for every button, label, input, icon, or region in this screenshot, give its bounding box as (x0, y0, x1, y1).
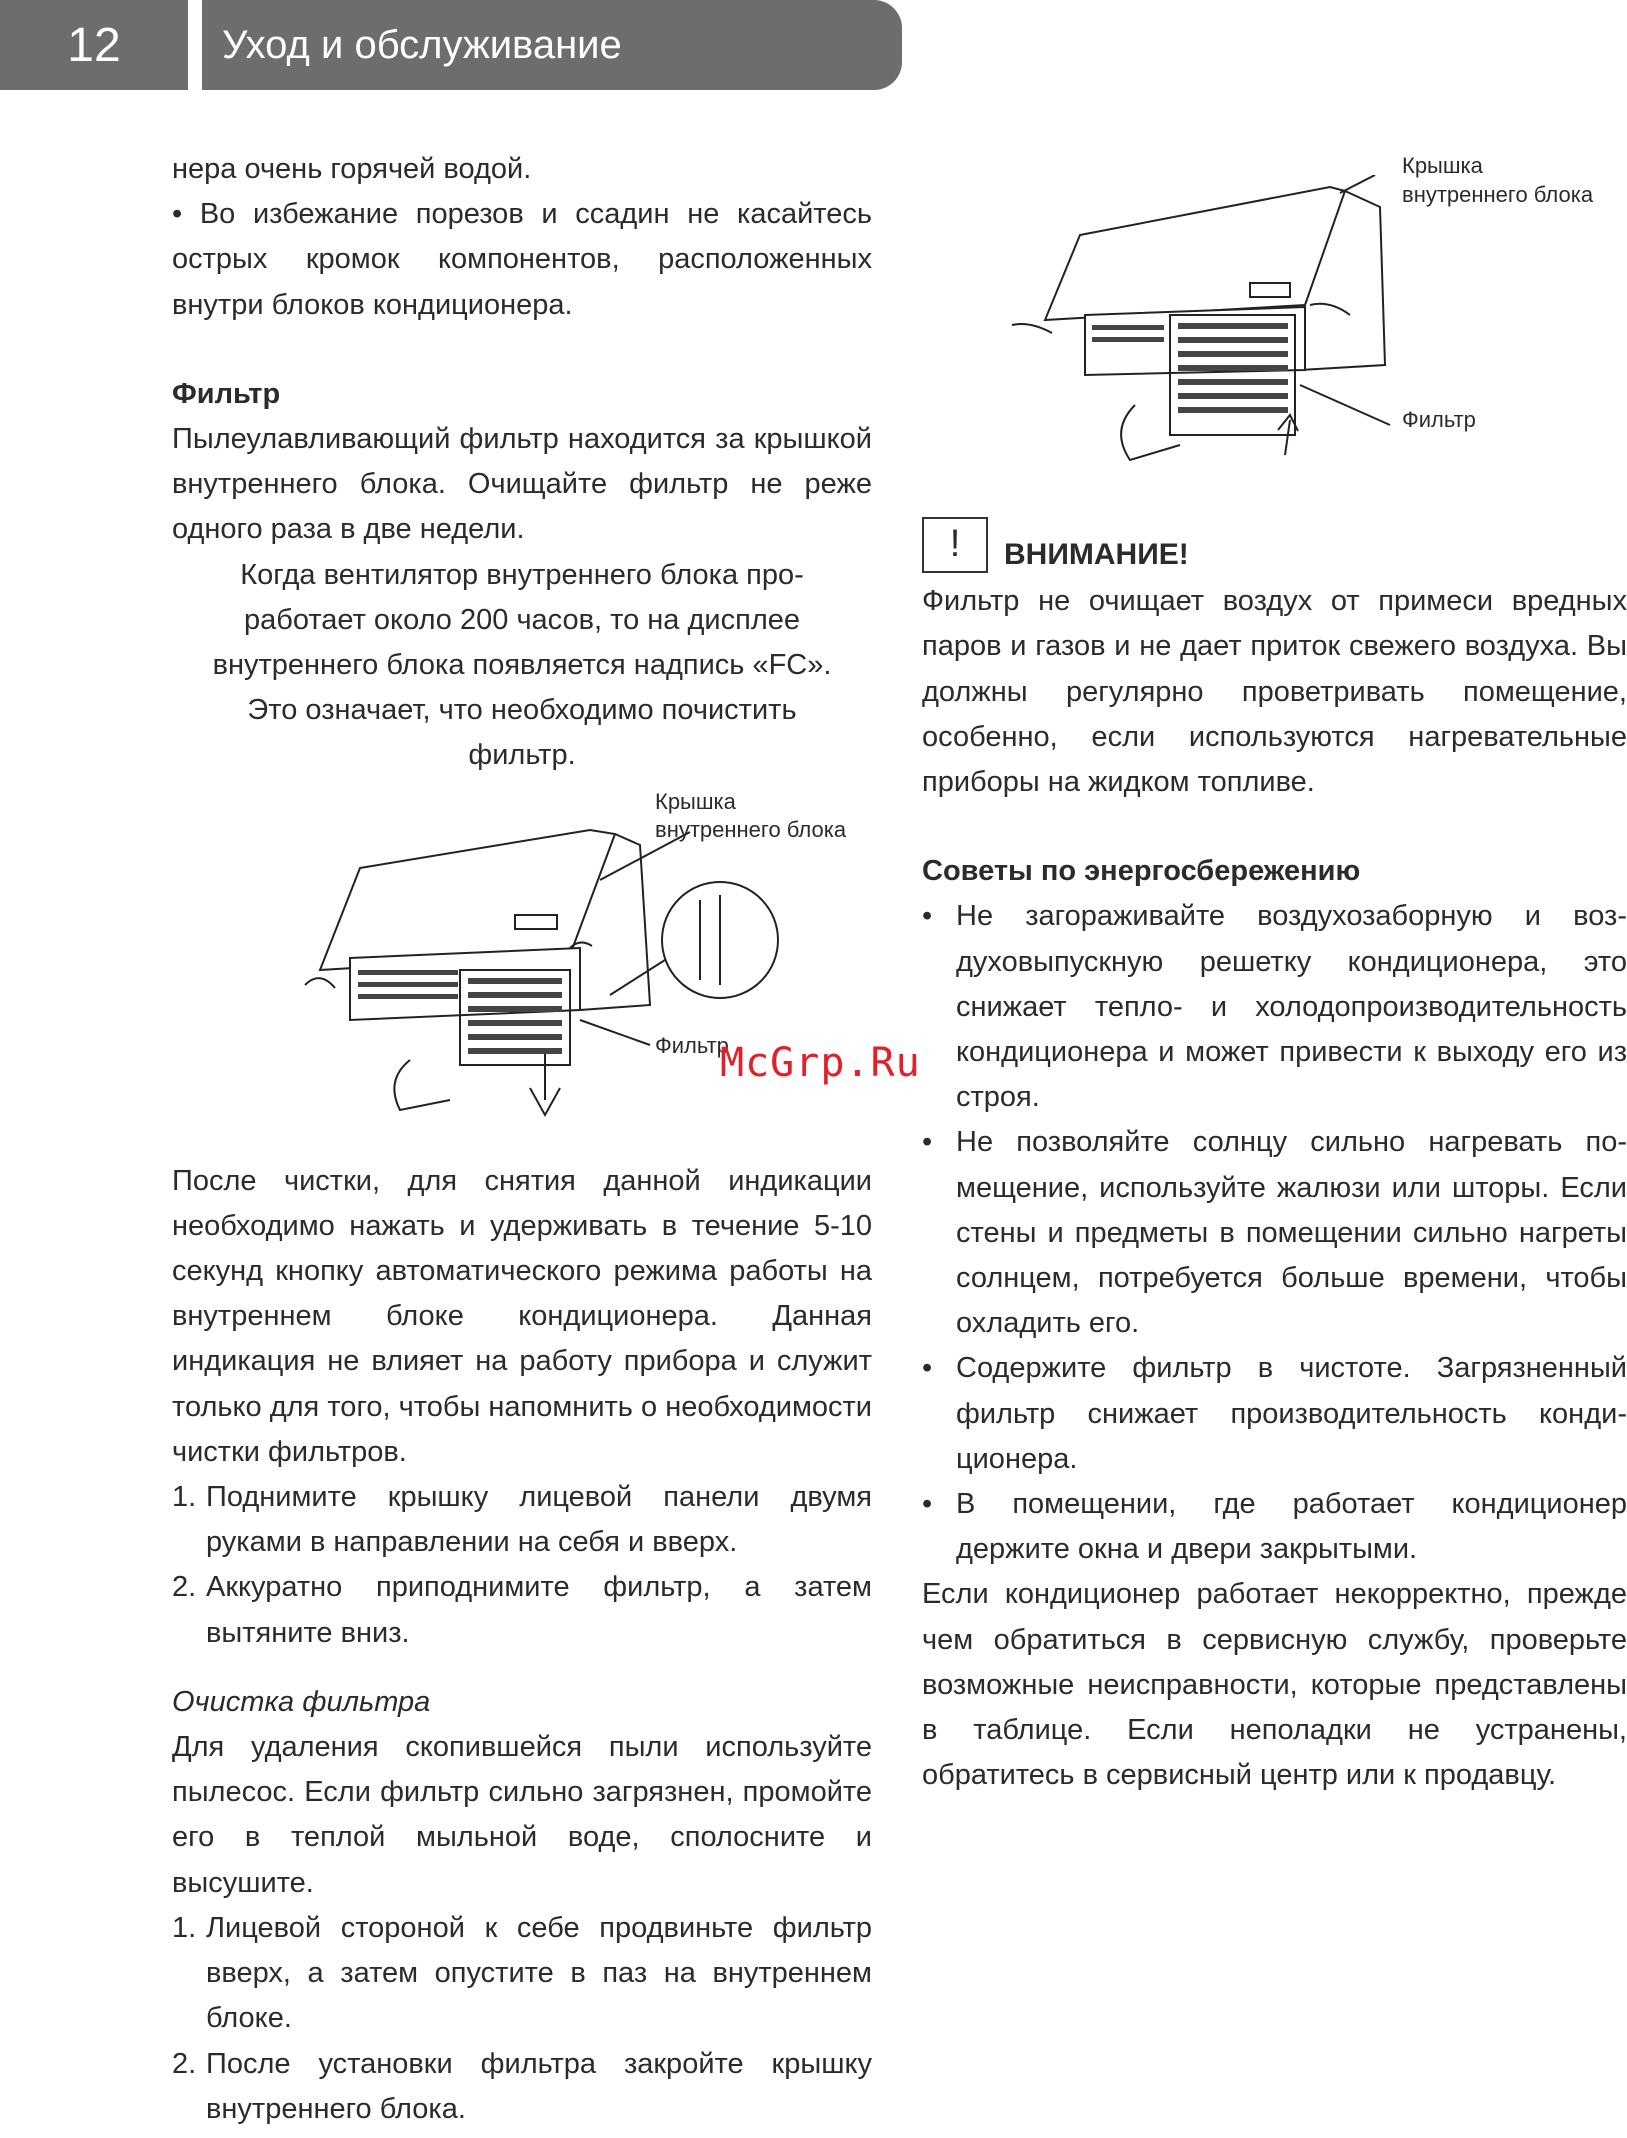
figure1-label-filter: Фильтр (655, 1033, 729, 1058)
filter-center-line: фильтр. (468, 739, 576, 772)
final-paragraph: Если кондиционер работает некорректно, прежде чем обратиться в сервисную службу, проверьте возможные неисправности, которые представлены в таблице. Если неполадки не устранены, обратитесь в сервисный центр или к продавцу. (922, 1578, 1627, 1792)
figure2-label-cover-2: внутреннего блока (1402, 182, 1594, 207)
bullet-icon: • (922, 1488, 933, 1521)
bullet-icon: • (922, 1126, 933, 1159)
section-title: Уход и обслуживание (202, 0, 902, 90)
step-text: Лицевой стороной к себе продвиньте фильтр вверх, а затем опустите в паз на внутреннем блоке. (206, 1911, 872, 2035)
ac-unit-illustration (280, 820, 840, 1140)
list-item (922, 1120, 1627, 1346)
cleaning-heading: Очистка фильтра (172, 1685, 431, 1718)
after-clean-paragraph: После чистки, для снятия данной индикации необходимо нажать и удерживать в течение 5-10 секунд кнопку автоматического режима работы на внутреннем блоке кондиционера. Данная индикация не влияет на работу прибора и служит только для того, чтобы напомнить о необходимости чистки фильтров. (172, 1164, 872, 1468)
ac-unit-illustration (1000, 175, 1400, 465)
figure1-label-cover-2: внутреннего блока (655, 817, 847, 842)
filter-center-line: внутреннего блока появляется надпись «FC». (212, 649, 832, 682)
figure2-label-cover-1: Крышка (1402, 153, 1483, 178)
warning-title: ВНИМАНИЕ! (1004, 538, 1189, 571)
step-text: После установки фильтра закройте крышку внутреннего блока. (206, 2047, 872, 2125)
filter-paragraph: Пылеулавливающий фильтр находится за крышкой внутреннего блока. Очищайте фильтр не реже одного раза в две недели. (172, 423, 872, 546)
bullet-icon: • (922, 1352, 933, 1385)
warning-paragraph: Фильтр не очищает воздух от примеси вредных паров и газов и не дает приток свежего воздуха. Вы должны регулярно проветривать помещение, особенно, если используются нагревательные приборы на жидком топливе. (922, 585, 1627, 799)
figure2-label-filter: Фильтр (1402, 407, 1476, 432)
page-number: 12 (0, 0, 188, 90)
figure-ac-open-cover (280, 820, 840, 1140)
cleaning-paragraph: Для удаления скопившейся пыли используйте пылесос. Если фильтр сильно загрязнен, промойте его в теплой мыльной воде, сполосните и высушите. (172, 1731, 872, 1899)
tip-text: Содержите фильтр в чистоте. Загрязненный фильтр снижает производительность кондиционера. (956, 1352, 1627, 1475)
warning-icon: ! (922, 517, 988, 573)
tip-text: Не позволяйте солнцу сильно нагревать помещение, используйте жалюзи или шторы. Если стены и предметы в помещении сильно нагреты солнцем, потребуется больше времени, чтобы охладить его. (956, 1126, 1627, 1340)
bullet-cuts: • Во избежание порезов и ссадин не касайтесь острых кромок компонентов, расположенных внутри блоков кондиционера. (172, 198, 872, 321)
filter-center-line: работает около 200 часов, то на дисплее (243, 603, 800, 636)
step-text: Аккуратно приподнимите фильтр, а затем вытяните вниз. (206, 1571, 872, 1649)
step-number: 1. (172, 1911, 197, 1944)
bullet-icon: • (922, 900, 933, 933)
list-item (922, 1346, 1627, 1482)
tip-text: Не загораживайте воздухозаборную и воздуховыпускную решетку кондиционера, это снижает тепло- и холодопроизводительность кондиционера и может привести к выходу его из строя. (956, 900, 1627, 1114)
list-item (922, 1482, 1627, 1572)
figure-ac-remove-filter (1000, 175, 1400, 465)
list-item (172, 2042, 872, 2132)
filter-center-line: Когда вентилятор внутреннего блока про- (240, 558, 804, 591)
intro-line: нера очень горячей водой. (172, 153, 532, 185)
list-item (922, 894, 1627, 1120)
warning-header (922, 512, 1627, 577)
watermark: McGrp.Ru (720, 1040, 921, 1086)
tip-text: В помещении, где работает кондиционер держите окна и двери закрытыми. (956, 1488, 1627, 1566)
step-text: Поднимите крышку лицевой панели двумя руками в направлении на себя и вверх. (206, 1481, 872, 1559)
filter-heading: Фильтр (172, 377, 281, 410)
list-item (172, 1565, 872, 1655)
step-number: 2. (172, 1571, 197, 1604)
step-number: 1. (172, 1481, 197, 1514)
step-number: 2. (172, 2047, 197, 2080)
figure1-label-cover-1: Крышка (655, 789, 736, 814)
list-item (172, 1906, 872, 2042)
list-item (172, 1475, 872, 1565)
energy-heading: Советы по энергосбережению (922, 855, 1361, 888)
right-column (922, 512, 1627, 1798)
filter-center-line: Это означает, что необходимо почистить (247, 694, 797, 727)
